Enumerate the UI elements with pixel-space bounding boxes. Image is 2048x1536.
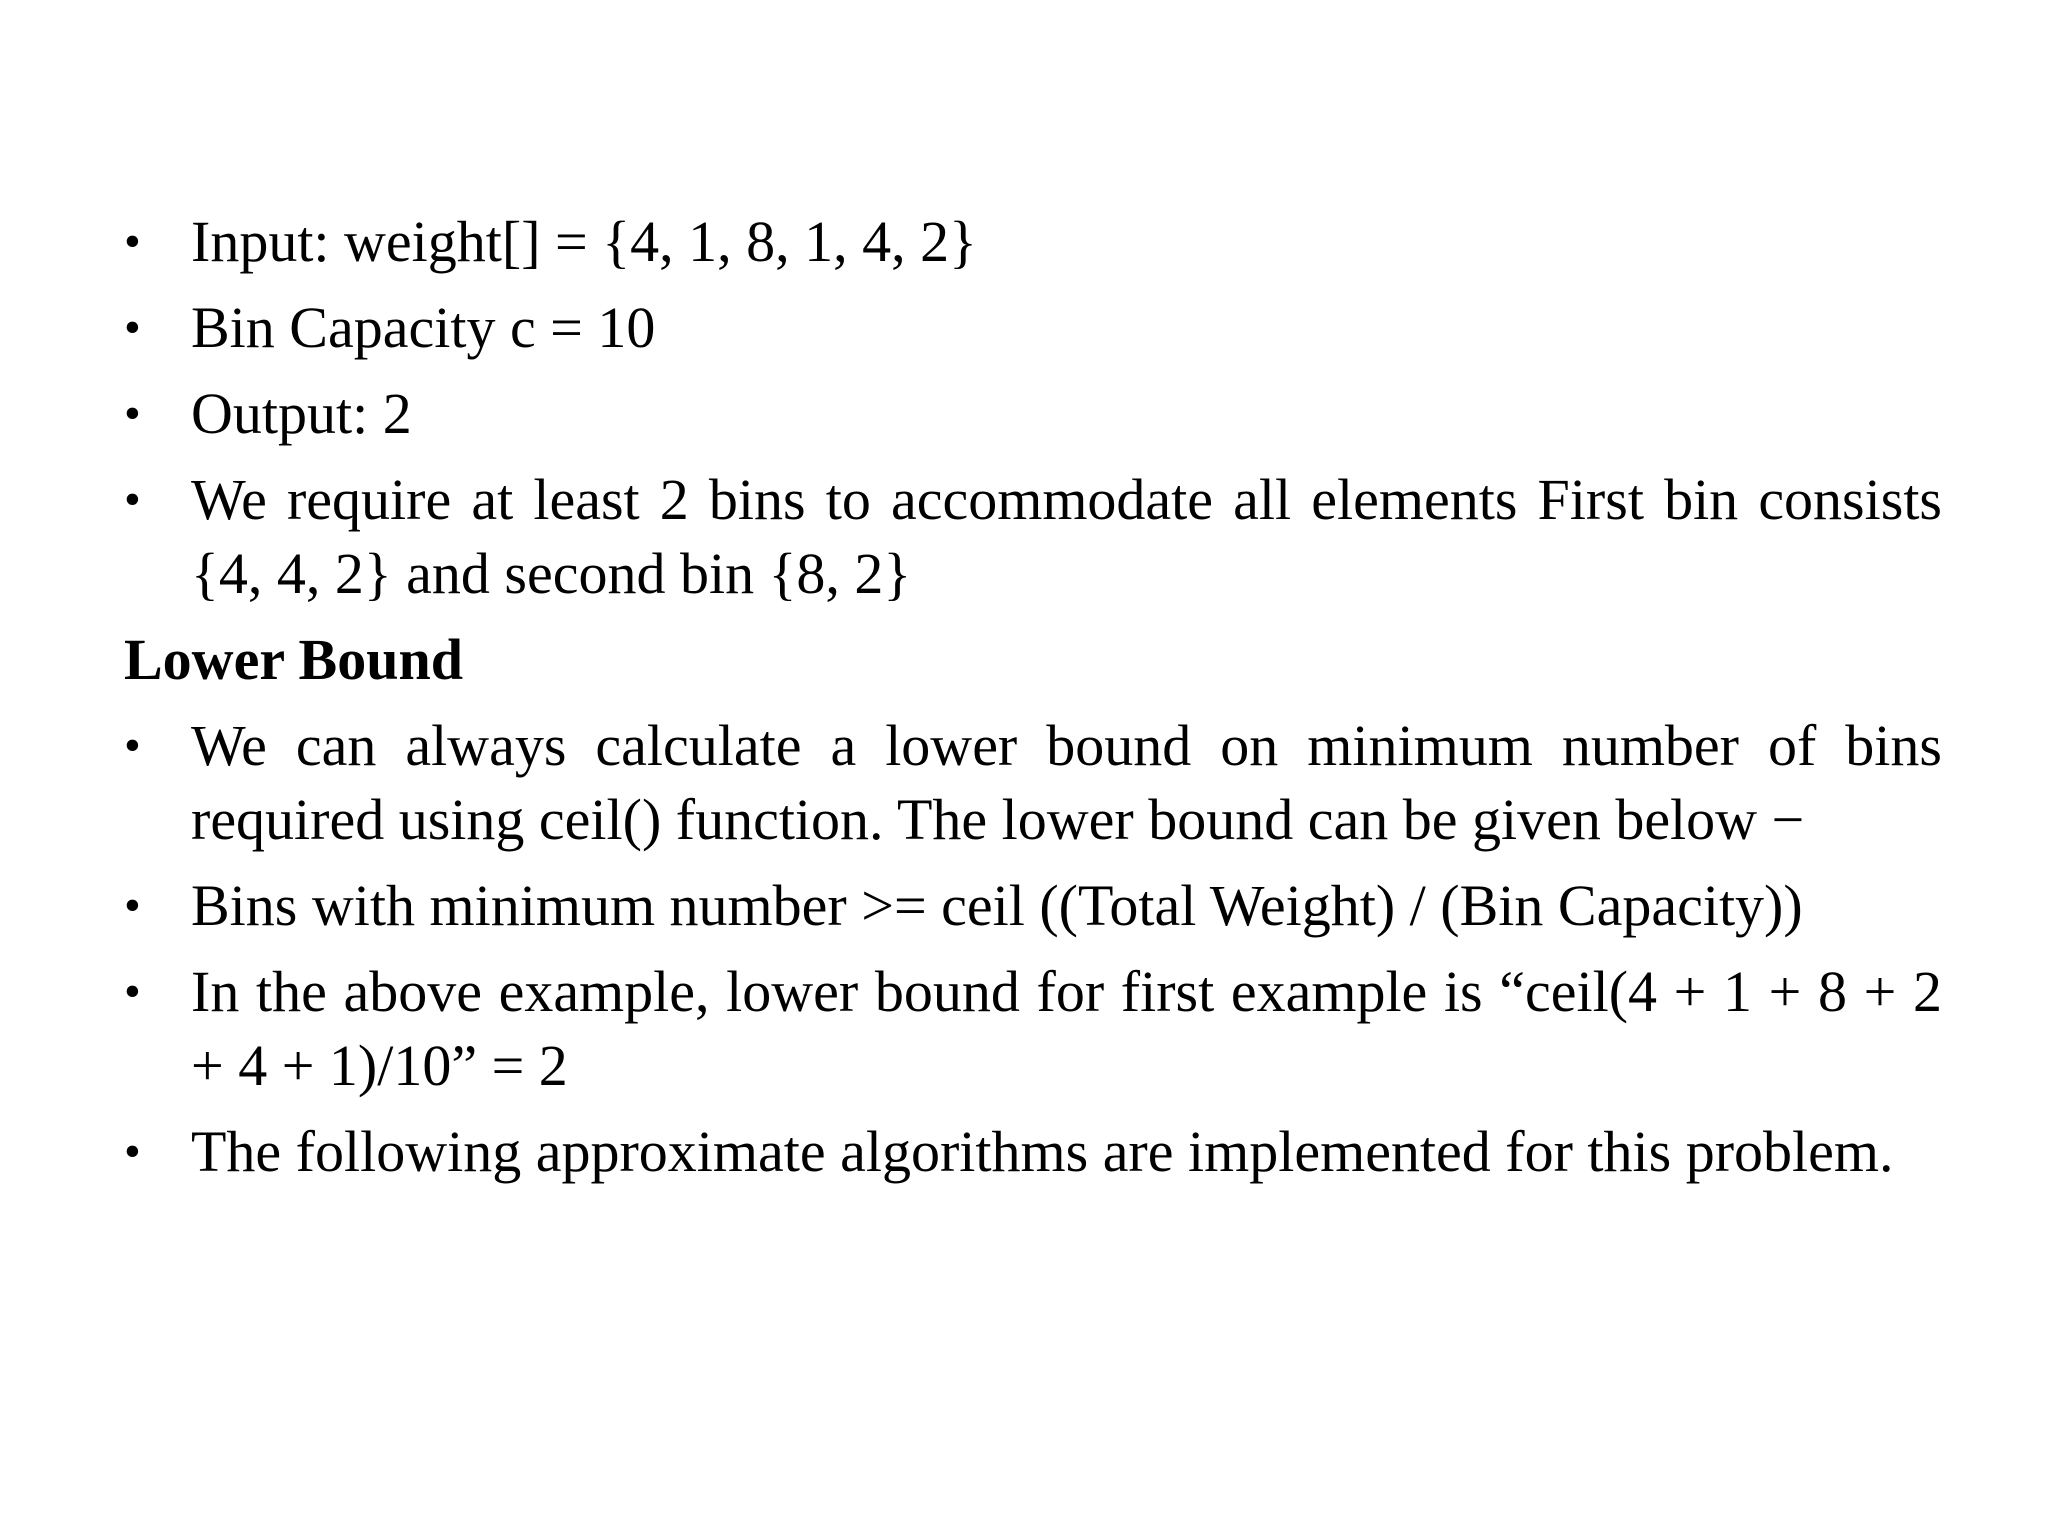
section-heading-lower-bound: Lower Bound — [124, 627, 463, 692]
bullet-text: Bin Capacity c = 10 — [191, 295, 656, 360]
bullet-dot: • — [124, 719, 141, 772]
bullet-example — [124, 955, 1942, 1103]
bullet-algorithms — [124, 1115, 1942, 1189]
bullet-dot: • — [124, 301, 141, 354]
bullet-text: Output: 2 — [191, 381, 412, 446]
bullet-explanation — [124, 463, 1942, 611]
bullet-input — [124, 205, 1942, 279]
bullet-text: Input: weight[] = {4, 1, 8, 1, 4, 2} — [191, 209, 977, 274]
bullet-output — [124, 377, 1942, 451]
bullet-text: Bins with minimum number >= ceil ((Total Weight) / (Bin Capacity)) — [191, 873, 1803, 938]
bullet-capacity — [124, 291, 1942, 365]
bullet-dot: • — [124, 965, 141, 1018]
bullet-text: We can always calculate a lower bound on minimum number of bins required using ceil() function. The lower bound can be given below − — [191, 713, 1942, 852]
bullet-dot: • — [124, 215, 141, 268]
bullet-formula — [124, 869, 1942, 943]
bullet-dot: • — [124, 387, 141, 440]
bullet-dot: • — [124, 879, 141, 932]
bullet-text: The following approximate algorithms are implemented for this problem. — [191, 1119, 1894, 1184]
slide-content — [124, 205, 1942, 1201]
bullet-text: In the above example, lower bound for first example is “ceil(4 + 1 + 8 + 2 + 4 + 1)/10” = 2 — [191, 959, 1942, 1098]
bullet-text: We require at least 2 bins to accommodate all elements First bin consists {4, 4, 2} and second bin {8, 2} — [191, 467, 1942, 606]
bullet-dot: • — [124, 473, 141, 526]
bullet-lower-bound-intro — [124, 709, 1942, 857]
bullet-dot: • — [124, 1125, 141, 1178]
